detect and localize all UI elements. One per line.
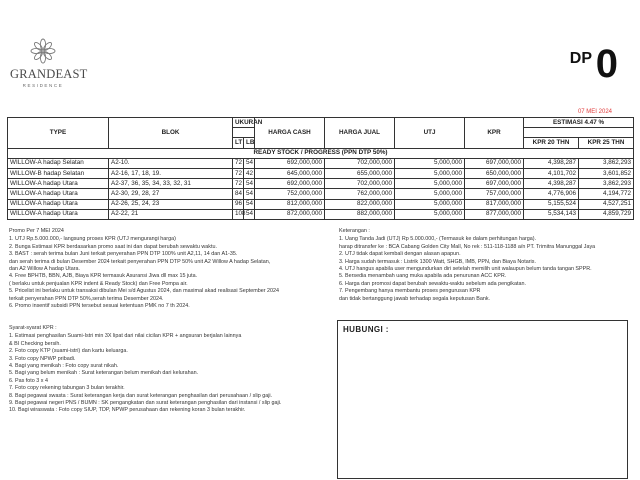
cell-lb: 54 bbox=[244, 179, 255, 189]
header-ukuran: UKURAN bbox=[233, 118, 255, 128]
cell-utj: 5,000,000 bbox=[395, 209, 465, 219]
syarat-line: 5. Bagi yang belum menikah : Surat keterangan belum menikah dari kelurahan. bbox=[9, 370, 199, 377]
promo-notes bbox=[9, 228, 279, 310]
header-kpr-25: KPR 25 THN bbox=[579, 138, 634, 148]
cell-harga-jual: 702,000,000 bbox=[325, 158, 395, 168]
header-kpr: KPR bbox=[465, 118, 524, 149]
keterangan-line: 1. Uang Tanda Jadi (UTJ) Rp 5.000.000,- (Termasuk ke dalam perhitungan harga). bbox=[339, 236, 537, 243]
cell-harga-cash: 812,000,000 bbox=[255, 199, 325, 209]
promo-line: ( berlaku untuk penjualan KPR indent & Ready Stock) dan Free Pompa air. bbox=[9, 280, 188, 287]
promo-line: 4. Free BPHTB, BBN, AJB, Biaya KPR termasuk Asuransi Jiwa dll max 15 juta. bbox=[9, 273, 198, 280]
price-table bbox=[7, 117, 634, 220]
cell-lb: 54 bbox=[244, 189, 255, 199]
cell-kpr: 877,000,000 bbox=[465, 209, 524, 219]
cell-kpr-20: 4,398,287 bbox=[524, 158, 579, 168]
syarat-line: 9. Bagi pegawai negeri PNS / BUMN : SK pengangkatan dan surat keterangan penghasilan dari instansi / slip gaji. bbox=[9, 400, 282, 407]
cell-type: WILLOW-A hadap Utara bbox=[8, 199, 109, 209]
cell-lb: 42 bbox=[244, 168, 255, 178]
keterangan-notes bbox=[339, 228, 595, 303]
table-row bbox=[8, 168, 634, 178]
cell-kpr-20: 5,534,143 bbox=[524, 209, 579, 219]
cell-kpr-25: 4,527,251 bbox=[579, 199, 634, 209]
cell-blok: A2-22, 21 bbox=[109, 209, 233, 219]
promo-line: terkait penyerahan PPN DTP 50%,serah terima Desember 2024. bbox=[9, 295, 164, 302]
cell-harga-jual: 762,000,000 bbox=[325, 189, 395, 199]
cell-utj: 5,000,000 bbox=[395, 168, 465, 178]
table-row bbox=[8, 158, 634, 168]
cell-blok: A2-10. bbox=[109, 158, 233, 168]
cell-blok: A2-16, 17, 18, 19. bbox=[109, 168, 233, 178]
syarat-line: 10. Bagi wiraswata : Foto copy SIUP, TDP, NPWP perusahaan dan rekening koran 3 bulan terakhir. bbox=[9, 407, 246, 414]
cell-type: WILLOW-B hadap Selatan bbox=[8, 168, 109, 178]
cell-kpr-25: 3,862,293 bbox=[579, 179, 634, 189]
header-utj: UTJ bbox=[395, 118, 465, 149]
contact-box bbox=[337, 320, 628, 479]
cell-type: WILLOW-A hadap Selatan bbox=[8, 158, 109, 168]
cell-kpr-20: 4,398,287 bbox=[524, 179, 579, 189]
syarat-title: Syarat-syarat KPR : bbox=[9, 325, 57, 331]
keterangan-line: dan tidak bertanggung jawab terhadap segala keputusan Bank. bbox=[339, 295, 491, 302]
keterangan-line: 2. UTJ tidak dapat kembali dengan alasan apapun. bbox=[339, 251, 461, 258]
promo-line: 5. Pricelist ini berlaku untuk transaksi dibulan Mei s/d Agustus 2024, dan maximal akad realisasi September 2024 bbox=[9, 288, 279, 295]
cell-blok: A2-26, 25, 24, 23 bbox=[109, 199, 233, 209]
cell-kpr-20: 4,776,906 bbox=[524, 189, 579, 199]
brand-subtitle: RESIDENCE bbox=[22, 83, 64, 88]
cell-harga-cash: 692,000,000 bbox=[255, 179, 325, 189]
cell-lt: 72 bbox=[233, 158, 244, 168]
cell-blok: A2-37, 36, 35, 34, 33, 32, 31 bbox=[109, 179, 233, 189]
promo-line: 3. BAST : serah terima bulan Juni terkait penyerahan PPN DTP 100% unit A2,11, 14 dan A1-35. bbox=[9, 251, 238, 258]
cell-type: WILLOW-A hadap Utara bbox=[8, 209, 109, 219]
cell-harga-cash: 752,000,000 bbox=[255, 189, 325, 199]
cell-utj: 5,000,000 bbox=[395, 199, 465, 209]
keterangan-line: 6. Harga dan promosi dapat berubah sewaktu-waktu sebelum ada pengikatan. bbox=[339, 280, 526, 287]
cell-lt: 72 bbox=[233, 168, 244, 178]
cell-harga-jual: 655,000,000 bbox=[325, 168, 395, 178]
syarat-line: 3. Foto copy NPWP pribadi. bbox=[9, 355, 76, 362]
syarat-line: 4. Bagi yang menikah : Foto copy surat nikah. bbox=[9, 363, 119, 370]
contact-title: HUBUNGI : bbox=[343, 325, 389, 334]
keterangan-line: 4. UTJ hangus apabila user mengundurkan diri setelah memilih unit walaupun belum tanda tangan SPPR. bbox=[339, 266, 592, 273]
table-row bbox=[8, 189, 634, 199]
header-harga-cash: HARGA CASH bbox=[255, 118, 325, 149]
header-blok: BLOK bbox=[109, 118, 233, 149]
cell-type: WILLOW-A hadap Utara bbox=[8, 179, 109, 189]
syarat-line: 7. Foto copy rekening tabungan 3 bulan terakhir. bbox=[9, 385, 125, 392]
syarat-line: 6. Pas foto 3 x 4 bbox=[9, 377, 48, 384]
brand-name: GRANDEAST bbox=[10, 67, 88, 81]
dp-label: DP bbox=[569, 50, 592, 67]
cell-kpr: 650,000,000 bbox=[465, 168, 524, 178]
cell-lt: 72 bbox=[233, 179, 244, 189]
cell-blok: A2-30, 29, 28, 27 bbox=[109, 189, 233, 199]
header-estimasi: ESTIMASI 4.47 % bbox=[524, 118, 634, 128]
keterangan-line: 5. Bersedia menambah uang muka apabila ada penurunan ACC KPR. bbox=[339, 273, 507, 280]
header-type: TYPE bbox=[8, 118, 109, 149]
cell-kpr-25: 4,194,772 bbox=[579, 189, 634, 199]
cell-type: WILLOW-A hadap Utara bbox=[8, 189, 109, 199]
header-kpr-20: KPR 20 THN bbox=[524, 138, 579, 148]
cell-kpr-25: 4,859,729 bbox=[579, 209, 634, 219]
cell-harga-cash: 692,000,000 bbox=[255, 158, 325, 168]
cell-lb: 54 bbox=[244, 209, 255, 219]
syarat-notes bbox=[9, 325, 281, 415]
promo-line: 6. Promo insentif subsidi PPN tersebut sesuai ketentuan PMK no 7 th 2024. bbox=[9, 303, 190, 310]
cell-harga-cash: 645,000,000 bbox=[255, 168, 325, 178]
table-row bbox=[8, 179, 634, 189]
cell-harga-cash: 872,000,000 bbox=[255, 209, 325, 219]
keterangan-line: 7. Pengembang hanya membantu proses pengurusan KPR bbox=[339, 288, 481, 295]
cell-kpr-20: 4,101,702 bbox=[524, 168, 579, 178]
cell-utj: 5,000,000 bbox=[395, 189, 465, 199]
cell-kpr: 817,000,000 bbox=[465, 199, 524, 209]
table-row bbox=[8, 199, 634, 209]
promo-line: dan A2 Willow A hadap Utara. bbox=[9, 266, 81, 273]
syarat-line: 1. Estimasi penghasilan Suami-Istri min 3X lipat dari nilai cicilan KPR + angsuran berjalan lainnya bbox=[9, 333, 242, 340]
keterangan-line: 3. Harga sudah termasuk : Listrik 1300 Watt, SHGB, IMB, PPN, dan Biaya Notaris. bbox=[339, 258, 536, 265]
header-lt: LT bbox=[233, 138, 244, 148]
cell-lt: 96 bbox=[233, 199, 244, 209]
cell-kpr: 697,000,000 bbox=[465, 158, 524, 168]
cell-lt: 84 bbox=[233, 189, 244, 199]
keterangan-title: Keterangan : bbox=[339, 228, 370, 234]
flower-logo-icon bbox=[30, 38, 56, 64]
promo-line: 1. UTJ Rp.5.000.000,- langsung proses KPR (UTJ mengurangi harga) bbox=[9, 236, 176, 243]
cell-kpr-25: 3,601,852 bbox=[579, 168, 634, 178]
brand-logo bbox=[10, 38, 88, 88]
cell-harga-jual: 702,000,000 bbox=[325, 179, 395, 189]
syarat-line: & BI Checking bersih. bbox=[9, 340, 61, 347]
cell-lt: 108 bbox=[233, 209, 244, 219]
promo-line: 2. Bunga Estimasi KPR berdasarkan promo saat ini dan dapat berubah sewaktu waktu. bbox=[9, 243, 217, 250]
cell-kpr-20: 5,155,524 bbox=[524, 199, 579, 209]
cell-lb: 54 bbox=[244, 199, 255, 209]
cell-utj: 5,000,000 bbox=[395, 179, 465, 189]
header-lb: LB bbox=[244, 138, 255, 148]
cell-utj: 5,000,000 bbox=[395, 158, 465, 168]
section-ready-stock: READY STOCK / PROGRESS (PPN DTP 50%) bbox=[8, 148, 634, 158]
cell-harga-jual: 882,000,000 bbox=[325, 209, 395, 219]
dp-value: 0 bbox=[595, 42, 618, 86]
header-harga-jual: HARGA JUAL bbox=[325, 118, 395, 149]
cell-lb: 54 bbox=[244, 158, 255, 168]
promo-title: Promo Per 7 MEI 2024 bbox=[9, 228, 64, 234]
keterangan-line: harap ditransfer ke : BCA Cabang Golden City Mall, No rek : 511-118-1188 a/n PT. Trimitra Manunggal Jaya bbox=[339, 243, 596, 250]
cell-kpr-25: 3,862,293 bbox=[579, 158, 634, 168]
cell-kpr: 697,000,000 bbox=[465, 179, 524, 189]
price-date: 07 MEI 2024 bbox=[577, 109, 612, 115]
cell-harga-jual: 822,000,000 bbox=[325, 199, 395, 209]
table-row bbox=[8, 209, 634, 219]
syarat-line: 8. Bagi pegawai swasta : Surat keterangan kerja dan surat keterangan penghasilan dari perusahaan / slip gaji. bbox=[9, 392, 273, 399]
syarat-line: 2. Foto copy KTP (suami-istri) dan kartu keluarga. bbox=[9, 348, 128, 355]
promo-line: dan serah terima di bulan Desember 2024 terkait penyerahan PPN DTP 50% unit A2 Willow A hadap Selatan, bbox=[9, 258, 271, 265]
dp-badge bbox=[569, 42, 618, 86]
cell-kpr: 757,000,000 bbox=[465, 189, 524, 199]
